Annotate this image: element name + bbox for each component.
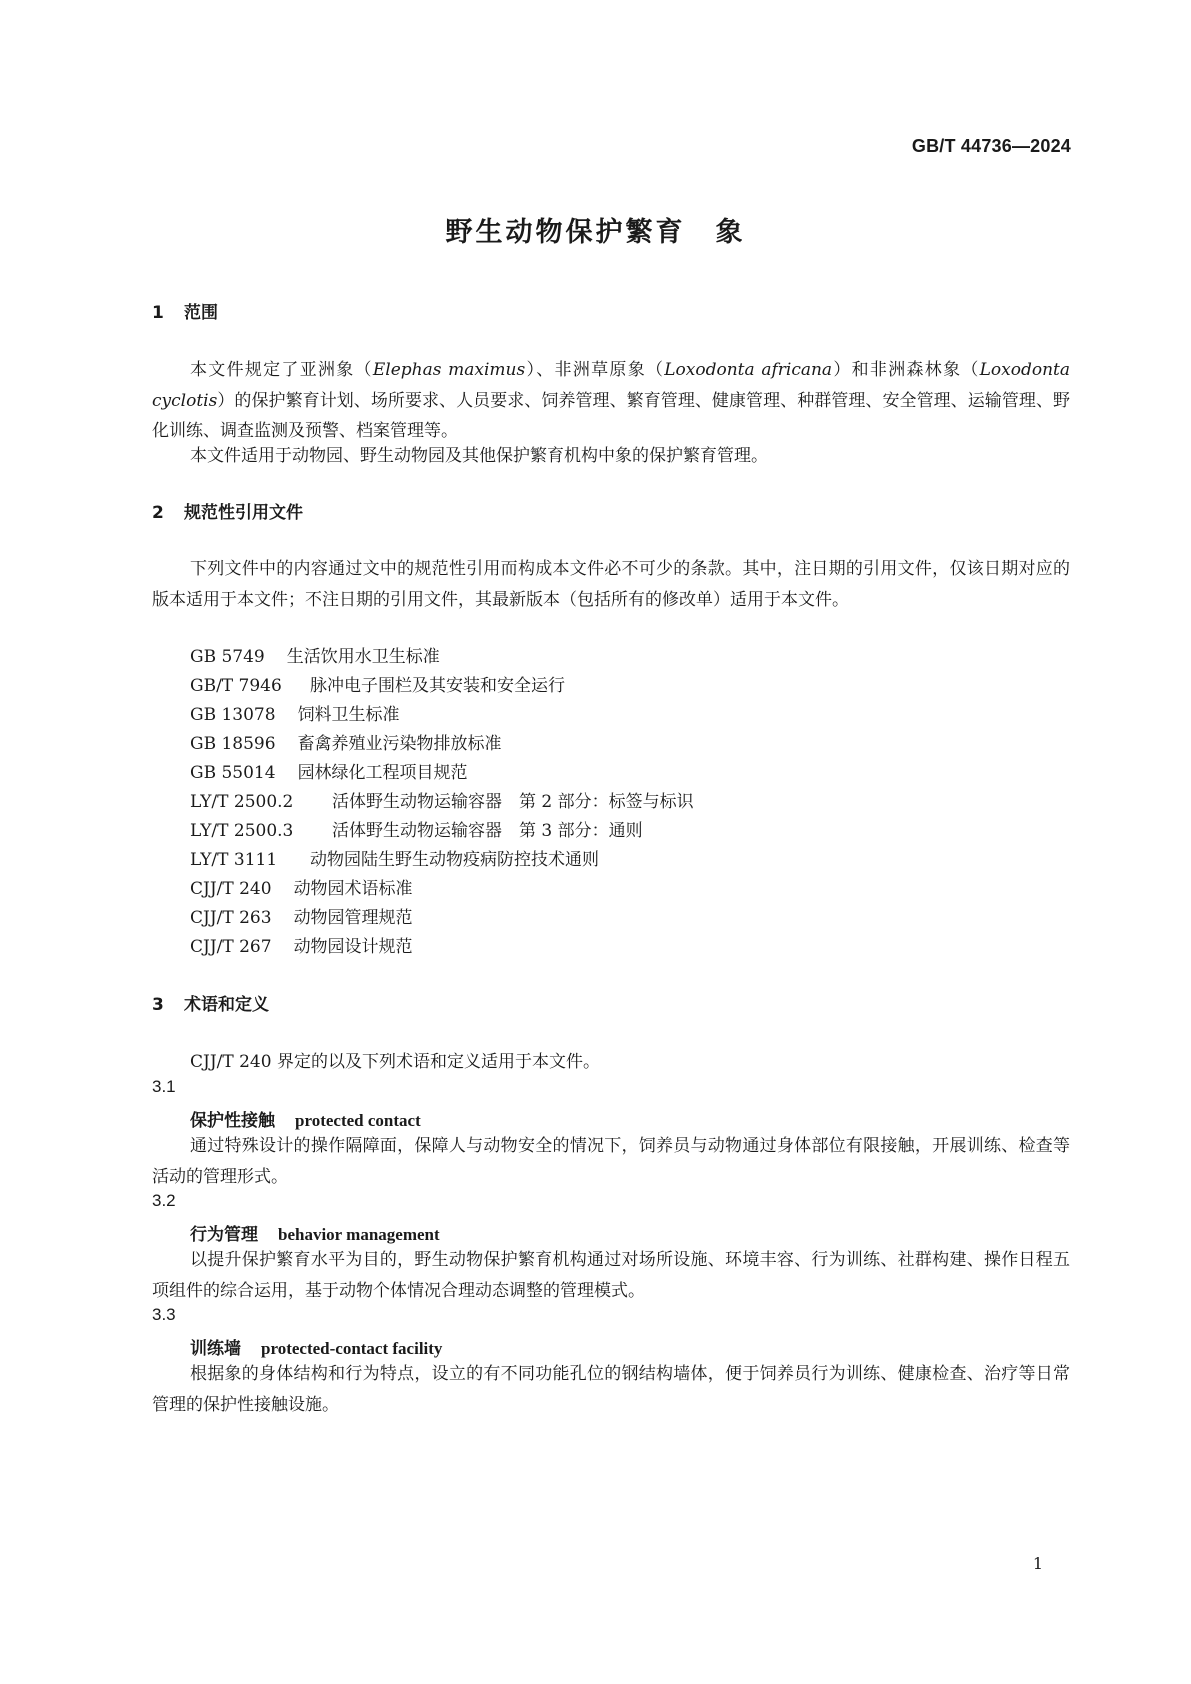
section-heading-scope — [152, 298, 218, 323]
term-heading — [190, 1106, 421, 1131]
reference-title: 生活饮用水卫生标准 — [286, 647, 440, 667]
references-intro: 下列文件中的内容通过文中的规范性引用而构成本文件必不可少的条款。其中，注日期的引用文件，仅该日期对应的版本适用于本文件；不注日期的引用文件，其最新版本（包括所有的修改单）适用于本文件。 — [152, 559, 1070, 610]
text-run: ）的保护繁育计划、场所要求、人员要求、饲养管理、繁育管理、健康管理、种群管理、安全管理、运输管理、野化训练、调查监测及预警、档案管理等。 — [152, 390, 1070, 441]
reference-code: LY/T 3111 — [190, 850, 278, 870]
section-number: 1 — [152, 303, 164, 323]
reference-item — [190, 845, 599, 870]
reference-item — [190, 758, 468, 783]
section-title: 规范性引用文件 — [184, 503, 303, 523]
section-number: 3 — [152, 995, 164, 1015]
term-heading — [190, 1220, 440, 1245]
clause-number: 3.2 — [152, 1191, 176, 1210]
reference-title: 动物园管理规范 — [293, 908, 413, 928]
reference-item — [190, 787, 694, 812]
term-en: behavior management — [278, 1225, 440, 1244]
reference-item — [190, 729, 502, 754]
term-zh: 保护性接触 — [190, 1111, 275, 1131]
reference-title: 活体野生动物运输容器 第 2 部分：标签与标识 — [332, 792, 694, 812]
reference-code: GB 5749 — [190, 647, 265, 667]
clause-number: 3.1 — [152, 1077, 176, 1096]
section-title: 术语和定义 — [184, 995, 269, 1015]
reference-item — [190, 903, 413, 928]
reference-code: GB 55014 — [190, 763, 276, 783]
scope-paragraph — [152, 355, 1070, 447]
term-definition: 根据象的身体结构和行为特点，设立的有不同功能孔位的钢结构墙体，便于饲养员行为训练、健康检查、治疗等日常管理的保护性接触设施。 — [152, 1364, 1070, 1415]
section-heading-references — [152, 498, 303, 523]
reference-code: GB 13078 — [190, 705, 276, 725]
reference-item — [190, 671, 565, 696]
section-title: 范围 — [184, 303, 218, 323]
reference-title: 园林绿化工程项目规范 — [297, 763, 468, 783]
clause-number: 3.3 — [152, 1305, 176, 1324]
species-name: Loxodonta cyclotis — [152, 360, 1071, 411]
term-zh: 行为管理 — [190, 1225, 258, 1245]
reference-title: 动物园设计规范 — [293, 937, 413, 957]
term-en: protected-contact facility — [261, 1339, 443, 1358]
section-heading-terms — [152, 990, 269, 1015]
text-run: 本文件规定了亚洲象（ — [190, 360, 373, 380]
reference-item — [190, 932, 413, 957]
reference-item — [190, 874, 413, 899]
standard-code: GB/T 44736—2024 — [911, 136, 1071, 156]
reference-code: CJJ/T 240 — [190, 879, 272, 899]
species-name: Elephas maximus — [372, 360, 526, 380]
reference-item — [190, 816, 643, 841]
reference-code: LY/T 2500.2 — [190, 792, 294, 812]
reference-item — [190, 642, 440, 667]
term-definition: 通过特殊设计的操作隔障面，保障人与动物安全的情况下，饲养员与动物通过身体部位有限接触，开展训练、检查等活动的管理形式。 — [152, 1136, 1070, 1187]
term-definition: 以提升保护繁育水平为目的，野生动物保护繁育机构通过对场所设施、环境丰容、行为训练、社群构建、操作日程五项组件的综合运用，基于动物个体情况合理动态调整的管理模式。 — [152, 1250, 1070, 1301]
reference-title: 脉冲电子围栏及其安装和安全运行 — [310, 676, 565, 696]
reference-code: CJJ/T 263 — [190, 908, 272, 928]
reference-title: 饲料卫生标准 — [297, 705, 400, 725]
reference-code: GB 18596 — [190, 734, 276, 754]
text-run: ）、非洲草原象（ — [525, 360, 665, 380]
reference-title: 活体野生动物运输容器 第 3 部分：通则 — [332, 821, 643, 841]
reference-code: LY/T 2500.3 — [190, 821, 294, 841]
page-number: 1 — [1032, 1554, 1043, 1573]
species-name: Loxodonta africana — [664, 360, 833, 380]
term-heading — [190, 1334, 442, 1359]
reference-code: GB/T 7946 — [190, 676, 282, 696]
reference-title: 动物园陆生野生动物疫病防控技术通则 — [310, 850, 599, 870]
reference-title: 动物园术语标准 — [293, 879, 413, 899]
reference-code: CJJ/T 267 — [190, 937, 272, 957]
document-title: 野生动物保护繁育 象 — [445, 217, 746, 248]
applicability-paragraph: 本文件适用于动物园、野生动物园及其他保护繁育机构中象的保护繁育管理。 — [190, 446, 768, 466]
reference-item — [190, 700, 400, 725]
text-run: ）和非洲森林象（ — [832, 360, 980, 380]
term-en: protected contact — [295, 1111, 421, 1130]
reference-title: 畜禽养殖业污染物排放标准 — [297, 734, 502, 754]
section-number: 2 — [152, 503, 164, 523]
terms-intro: CJJ/T 240 界定的以及下列术语和定义适用于本文件。 — [190, 1052, 600, 1072]
term-zh: 训练墙 — [190, 1339, 241, 1359]
